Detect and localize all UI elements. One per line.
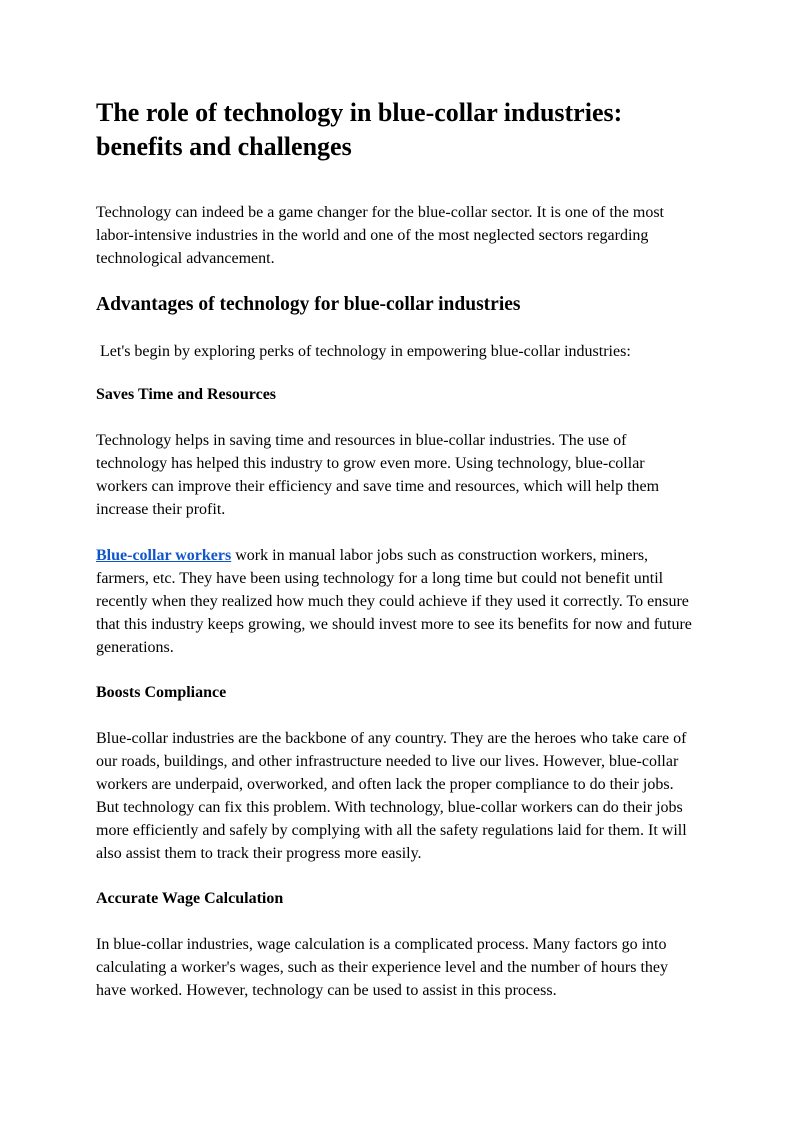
document-title: The role of technology in blue-collar industries: benefits and challenges xyxy=(96,98,623,161)
paragraph-saves-time: Technology helps in saving time and resources in blue-collar industries. The use of technology has helped this industry to grow even more. Using technology, blue-collar workers can improve their efficiency and save time and resources, which will help them increase their profit. xyxy=(96,432,660,518)
document-page xyxy=(96,96,700,1025)
subsection-heading-wage-calculation: Accurate Wage Calculation xyxy=(96,890,284,907)
paragraph-boosts-compliance: Blue-collar industries are the backbone of any country. They are the heroes who take care of our roads, buildings, and other infrastructure needed to live our lives. However, blue-collar workers are underpaid, overworked, and often lack the proper compliance to do their jobs. But technology can fix this problem. With technology, blue-collar workers can do their jobs more efficiently and safely by complying with all the safety regulations laid for them. It will also assist them to track their progress more easily. xyxy=(96,730,687,862)
subsection-heading-saves-time: Saves Time and Resources xyxy=(96,386,277,403)
paragraph-blue-collar-workers xyxy=(96,544,700,659)
paragraph-wage-calculation: In blue-collar industries, wage calculation is a complicated process. Many factors go into calculating a worker's wages, such as their experience level and the number of hours they have worked. However, technology can be used to assist in this process. xyxy=(96,936,668,999)
intro-paragraph: Technology can indeed be a game changer for the blue-collar sector. It is one of the most labor-intensive industries in the world and one of the most neglected sectors regarding technological advancement. xyxy=(96,204,664,267)
subsection-heading-boosts-compliance: Boosts Compliance xyxy=(96,684,227,701)
section-heading: Advantages of technology for blue-collar industries xyxy=(96,294,521,315)
section-intro-paragraph: Let's begin by exploring perks of technology in empowering blue-collar industries: xyxy=(96,343,631,360)
blue-collar-workers-link[interactable]: Blue-collar workers xyxy=(96,547,232,564)
paragraph-blue-collar-workers-text: work in manual labor jobs such as construction workers, miners, farmers, etc. They have been using technology for a long time but could not benefit until recently when they realized how much they could achieve if they used it correctly. To ensure that this industry keeps growing, we should invest more to see its benefits for now and future generations. xyxy=(96,547,692,656)
